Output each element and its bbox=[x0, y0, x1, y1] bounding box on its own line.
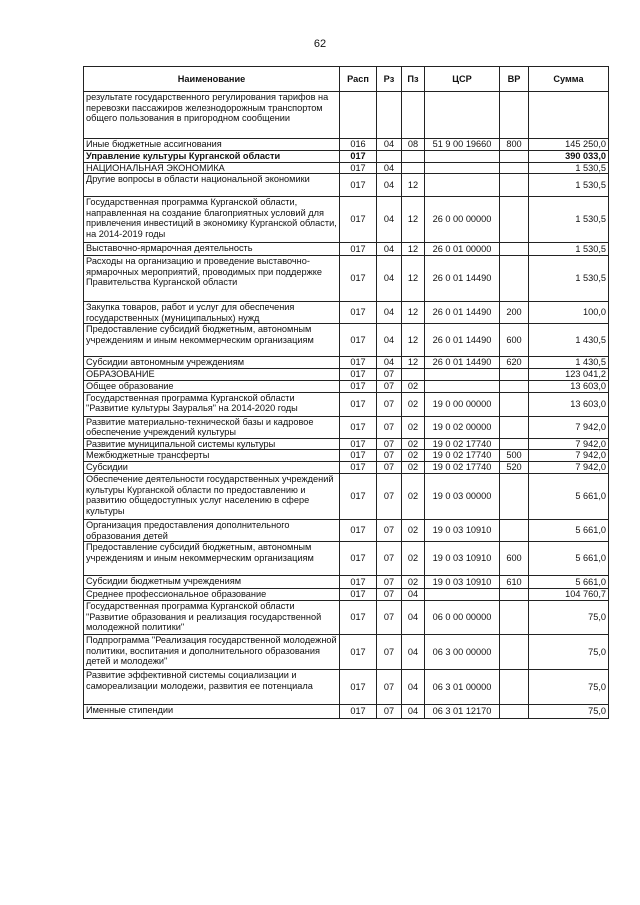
table-row bbox=[84, 576, 609, 589]
cell-pz: 12 bbox=[402, 243, 425, 256]
cell-rz: 07 bbox=[377, 542, 402, 576]
cell-pz bbox=[402, 150, 425, 162]
cell-sum: 75,0 bbox=[529, 601, 609, 635]
cell-rz bbox=[377, 92, 402, 139]
cell-pz: 02 bbox=[402, 438, 425, 450]
cell-csr: 19 0 02 17740 bbox=[425, 450, 500, 462]
cell-sum: 1 530,5 bbox=[529, 256, 609, 302]
cell-rz: 07 bbox=[377, 520, 402, 542]
cell-rasp: 017 bbox=[340, 416, 377, 438]
cell-rasp: 017 bbox=[340, 324, 377, 357]
cell-sum: 7 942,0 bbox=[529, 416, 609, 438]
cell-csr bbox=[425, 589, 500, 601]
cell-pz: 04 bbox=[402, 601, 425, 635]
cell-csr: 26 0 01 14490 bbox=[425, 324, 500, 357]
cell-csr: 26 0 01 14490 bbox=[425, 256, 500, 302]
cell-csr: 06 3 01 00000 bbox=[425, 670, 500, 705]
cell-pz: 12 bbox=[402, 197, 425, 243]
cell-pz: 04 bbox=[402, 635, 425, 670]
cell-rz: 07 bbox=[377, 670, 402, 705]
cell-vr bbox=[500, 601, 529, 635]
cell-csr: 51 9 00 19660 bbox=[425, 139, 500, 151]
cell-name: Государственная программа Курганской области, направленная на создание благоприятных условий для привлечения инвестиций в экономику Курганской области, на 2014-2019 годы bbox=[84, 197, 340, 243]
cell-rasp: 017 bbox=[340, 705, 377, 719]
cell-csr bbox=[425, 150, 500, 162]
cell-pz: 04 bbox=[402, 589, 425, 601]
budget-table bbox=[83, 66, 609, 719]
cell-name: Предоставление субсидий бюджетным, автономным учреждениям и иным некоммерческим организациям bbox=[84, 324, 340, 357]
cell-rasp: 017 bbox=[340, 589, 377, 601]
cell-sum: 1 530,5 bbox=[529, 197, 609, 243]
cell-name: Подпрограмма "Реализация государственной молодежной политики, воспитания и дополнительного образования детей и молодежи" bbox=[84, 635, 340, 670]
table-row bbox=[84, 450, 609, 462]
cell-name: Развитие муниципальной системы культуры bbox=[84, 438, 340, 450]
cell-csr bbox=[425, 92, 500, 139]
cell-vr: 200 bbox=[500, 302, 529, 324]
cell-rz: 07 bbox=[377, 589, 402, 601]
cell-rz: 07 bbox=[377, 705, 402, 719]
cell-vr bbox=[500, 416, 529, 438]
cell-vr bbox=[500, 150, 529, 162]
cell-rasp: 017 bbox=[340, 392, 377, 416]
cell-rz: 04 bbox=[377, 256, 402, 302]
table-body bbox=[84, 92, 609, 719]
cell-pz: 04 bbox=[402, 670, 425, 705]
cell-rz: 04 bbox=[377, 174, 402, 197]
table-row bbox=[84, 139, 609, 151]
cell-vr: 600 bbox=[500, 542, 529, 576]
cell-vr bbox=[500, 256, 529, 302]
cell-pz bbox=[402, 369, 425, 381]
cell-csr: 19 0 03 10910 bbox=[425, 520, 500, 542]
table-row bbox=[84, 369, 609, 381]
cell-vr bbox=[500, 162, 529, 174]
cell-rasp: 017 bbox=[340, 438, 377, 450]
table-row bbox=[84, 381, 609, 393]
cell-pz: 02 bbox=[402, 474, 425, 520]
cell-rz: 04 bbox=[377, 197, 402, 243]
cell-sum: 1 430,5 bbox=[529, 357, 609, 369]
cell-csr: 19 0 03 10910 bbox=[425, 542, 500, 576]
cell-rz: 07 bbox=[377, 369, 402, 381]
cell-pz: 12 bbox=[402, 256, 425, 302]
table-row bbox=[84, 474, 609, 520]
cell-vr bbox=[500, 705, 529, 719]
cell-pz: 12 bbox=[402, 357, 425, 369]
cell-rasp: 017 bbox=[340, 197, 377, 243]
cell-pz: 04 bbox=[402, 705, 425, 719]
cell-csr: 06 3 01 12170 bbox=[425, 705, 500, 719]
cell-csr: 26 0 01 14490 bbox=[425, 357, 500, 369]
cell-sum: 1 430,5 bbox=[529, 324, 609, 357]
cell-rasp: 017 bbox=[340, 369, 377, 381]
cell-rz: 07 bbox=[377, 601, 402, 635]
cell-vr bbox=[500, 520, 529, 542]
cell-sum: 5 661,0 bbox=[529, 520, 609, 542]
table-row bbox=[84, 705, 609, 719]
table-row bbox=[84, 197, 609, 243]
cell-sum: 390 033,0 bbox=[529, 150, 609, 162]
cell-csr: 26 0 01 14490 bbox=[425, 302, 500, 324]
cell-pz: 02 bbox=[402, 450, 425, 462]
cell-sum: 75,0 bbox=[529, 635, 609, 670]
header-name: Наименование bbox=[84, 67, 340, 92]
cell-sum: 145 250,0 bbox=[529, 139, 609, 151]
header-vr: ВР bbox=[500, 67, 529, 92]
cell-rasp: 017 bbox=[340, 576, 377, 589]
table-row bbox=[84, 302, 609, 324]
cell-pz: 02 bbox=[402, 381, 425, 393]
cell-sum: 1 530,5 bbox=[529, 174, 609, 197]
cell-rz: 07 bbox=[377, 438, 402, 450]
cell-pz: 12 bbox=[402, 174, 425, 197]
cell-name: Субсидии бюджетным учреждениям bbox=[84, 576, 340, 589]
table-row bbox=[84, 520, 609, 542]
cell-pz: 02 bbox=[402, 576, 425, 589]
cell-name: Развитие материально-технической базы и кадровое обеспечение учреждений культуры bbox=[84, 416, 340, 438]
cell-csr: 19 0 02 17740 bbox=[425, 462, 500, 474]
cell-rz: 04 bbox=[377, 243, 402, 256]
cell-name: Иные бюджетные ассигнования bbox=[84, 139, 340, 151]
cell-name: Среднее профессиональное образование bbox=[84, 589, 340, 601]
cell-csr bbox=[425, 162, 500, 174]
cell-vr: 600 bbox=[500, 324, 529, 357]
cell-sum: 7 942,0 bbox=[529, 438, 609, 450]
cell-vr bbox=[500, 243, 529, 256]
cell-rasp: 017 bbox=[340, 256, 377, 302]
cell-name: ОБРАЗОВАНИЕ bbox=[84, 369, 340, 381]
cell-rasp: 017 bbox=[340, 474, 377, 520]
table-header-row bbox=[84, 67, 609, 92]
cell-name: Именные стипендии bbox=[84, 705, 340, 719]
cell-pz: 12 bbox=[402, 324, 425, 357]
table-row bbox=[84, 670, 609, 705]
cell-csr: 19 0 02 17740 bbox=[425, 438, 500, 450]
cell-sum: 7 942,0 bbox=[529, 450, 609, 462]
cell-sum: 1 530,5 bbox=[529, 243, 609, 256]
cell-pz: 02 bbox=[402, 520, 425, 542]
cell-csr bbox=[425, 381, 500, 393]
cell-rasp: 017 bbox=[340, 162, 377, 174]
cell-sum: 75,0 bbox=[529, 670, 609, 705]
cell-sum: 104 760,7 bbox=[529, 589, 609, 601]
cell-vr: 500 bbox=[500, 450, 529, 462]
cell-rz: 07 bbox=[377, 576, 402, 589]
cell-vr bbox=[500, 197, 529, 243]
cell-rasp: 017 bbox=[340, 462, 377, 474]
page-number: 62 bbox=[313, 38, 327, 50]
cell-csr: 19 0 02 00000 bbox=[425, 416, 500, 438]
cell-csr: 26 0 00 00000 bbox=[425, 197, 500, 243]
cell-name: НАЦИОНАЛЬНАЯ ЭКОНОМИКА bbox=[84, 162, 340, 174]
cell-pz bbox=[402, 92, 425, 139]
cell-name: Общее образование bbox=[84, 381, 340, 393]
cell-rz: 07 bbox=[377, 474, 402, 520]
cell-rz: 07 bbox=[377, 381, 402, 393]
cell-sum: 5 661,0 bbox=[529, 576, 609, 589]
cell-rasp: 017 bbox=[340, 243, 377, 256]
cell-rz: 07 bbox=[377, 450, 402, 462]
cell-sum: 123 041,2 bbox=[529, 369, 609, 381]
cell-pz bbox=[402, 162, 425, 174]
cell-csr: 19 0 00 00000 bbox=[425, 392, 500, 416]
cell-rasp: 017 bbox=[340, 670, 377, 705]
cell-name: Управление культуры Курганской области bbox=[84, 150, 340, 162]
table-row bbox=[84, 462, 609, 474]
cell-rasp: 017 bbox=[340, 601, 377, 635]
cell-vr: 620 bbox=[500, 357, 529, 369]
cell-rasp: 017 bbox=[340, 150, 377, 162]
cell-rasp: 017 bbox=[340, 357, 377, 369]
cell-rz: 04 bbox=[377, 139, 402, 151]
cell-csr: 06 0 00 00000 bbox=[425, 601, 500, 635]
header-rz: Рз bbox=[377, 67, 402, 92]
table-row bbox=[84, 542, 609, 576]
cell-name: Другие вопросы в области национальной экономики bbox=[84, 174, 340, 197]
cell-name: Субсидии bbox=[84, 462, 340, 474]
cell-csr: 19 0 03 00000 bbox=[425, 474, 500, 520]
table-row bbox=[84, 601, 609, 635]
cell-rz bbox=[377, 150, 402, 162]
table-row bbox=[84, 243, 609, 256]
cell-pz: 02 bbox=[402, 542, 425, 576]
cell-vr: 800 bbox=[500, 139, 529, 151]
cell-pz: 02 bbox=[402, 392, 425, 416]
cell-vr bbox=[500, 92, 529, 139]
cell-sum: 1 530,5 bbox=[529, 162, 609, 174]
cell-sum: 13 603,0 bbox=[529, 381, 609, 393]
cell-name: Обеспечение деятельности государственных учреждений культуры Курганской области по предоставлению и развитию общедоступных услуг населению в сфере культуры bbox=[84, 474, 340, 520]
cell-rz: 07 bbox=[377, 392, 402, 416]
cell-vr bbox=[500, 635, 529, 670]
cell-pz: 12 bbox=[402, 302, 425, 324]
table-row bbox=[84, 92, 609, 139]
cell-csr bbox=[425, 369, 500, 381]
cell-csr: 06 3 00 00000 bbox=[425, 635, 500, 670]
cell-vr bbox=[500, 369, 529, 381]
header-pz: Пз bbox=[402, 67, 425, 92]
cell-rasp: 017 bbox=[340, 520, 377, 542]
cell-sum bbox=[529, 92, 609, 139]
cell-vr bbox=[500, 474, 529, 520]
header-sum: Сумма bbox=[529, 67, 609, 92]
cell-vr bbox=[500, 670, 529, 705]
cell-rasp: 017 bbox=[340, 542, 377, 576]
cell-rasp: 017 bbox=[340, 381, 377, 393]
table-row bbox=[84, 162, 609, 174]
cell-rz: 04 bbox=[377, 357, 402, 369]
cell-rz: 04 bbox=[377, 302, 402, 324]
cell-vr: 610 bbox=[500, 576, 529, 589]
table-row bbox=[84, 256, 609, 302]
cell-csr: 19 0 03 10910 bbox=[425, 576, 500, 589]
cell-rz: 04 bbox=[377, 162, 402, 174]
table-row bbox=[84, 174, 609, 197]
table-row bbox=[84, 324, 609, 357]
table-row bbox=[84, 635, 609, 670]
cell-vr bbox=[500, 381, 529, 393]
cell-name: Государственная программа Курганской области "Развитие культуры Зауралья" на 2014-2020 годы bbox=[84, 392, 340, 416]
table-row bbox=[84, 438, 609, 450]
cell-rasp: 017 bbox=[340, 302, 377, 324]
cell-name: Предоставление субсидий бюджетным, автономным учреждениям и иным некоммерческим организациям bbox=[84, 542, 340, 576]
cell-sum: 13 603,0 bbox=[529, 392, 609, 416]
cell-name: Государственная программа Курганской области "Развитие образования и реализация государственной молодежной политики" bbox=[84, 601, 340, 635]
cell-rz: 04 bbox=[377, 324, 402, 357]
table-row bbox=[84, 416, 609, 438]
cell-csr: 26 0 01 00000 bbox=[425, 243, 500, 256]
table-row bbox=[84, 589, 609, 601]
cell-rasp: 017 bbox=[340, 174, 377, 197]
cell-name: результате государственного регулирования тарифов на перевозки пассажиров железнодорожным транспортом общего пользования в пригородном сообщении bbox=[84, 92, 340, 139]
cell-vr bbox=[500, 392, 529, 416]
cell-vr: 520 bbox=[500, 462, 529, 474]
cell-sum: 5 661,0 bbox=[529, 474, 609, 520]
cell-sum: 7 942,0 bbox=[529, 462, 609, 474]
cell-rasp: 017 bbox=[340, 450, 377, 462]
cell-name: Межбюджетные трансферты bbox=[84, 450, 340, 462]
cell-sum: 5 661,0 bbox=[529, 542, 609, 576]
table-row bbox=[84, 357, 609, 369]
cell-sum: 75,0 bbox=[529, 705, 609, 719]
cell-rasp: 017 bbox=[340, 635, 377, 670]
cell-name: Субсидии автономным учреждениям bbox=[84, 357, 340, 369]
cell-pz: 02 bbox=[402, 416, 425, 438]
header-csr: ЦСР bbox=[425, 67, 500, 92]
cell-vr bbox=[500, 174, 529, 197]
cell-name: Организация предоставления дополнительного образования детей bbox=[84, 520, 340, 542]
header-rasp: Расп bbox=[340, 67, 377, 92]
cell-rz: 07 bbox=[377, 462, 402, 474]
cell-name: Расходы на организацию и проведение выставочно-ярмарочных мероприятий, проводимых при поддержке Правительства Курганской области bbox=[84, 256, 340, 302]
cell-name: Закупка товаров, работ и услуг для обеспечения государственных (муниципальных) нужд bbox=[84, 302, 340, 324]
cell-vr bbox=[500, 438, 529, 450]
cell-name: Выставочно-ярмарочная деятельность bbox=[84, 243, 340, 256]
cell-vr bbox=[500, 589, 529, 601]
cell-rasp bbox=[340, 92, 377, 139]
cell-sum: 100,0 bbox=[529, 302, 609, 324]
cell-pz: 08 bbox=[402, 139, 425, 151]
cell-rz: 07 bbox=[377, 416, 402, 438]
cell-csr bbox=[425, 174, 500, 197]
cell-rz: 07 bbox=[377, 635, 402, 670]
cell-name: Развитие эффективной системы социализации и самореализации молодежи, развития ее потенциала bbox=[84, 670, 340, 705]
table-row bbox=[84, 392, 609, 416]
cell-rasp: 016 bbox=[340, 139, 377, 151]
cell-pz: 02 bbox=[402, 462, 425, 474]
table-row bbox=[84, 150, 609, 162]
